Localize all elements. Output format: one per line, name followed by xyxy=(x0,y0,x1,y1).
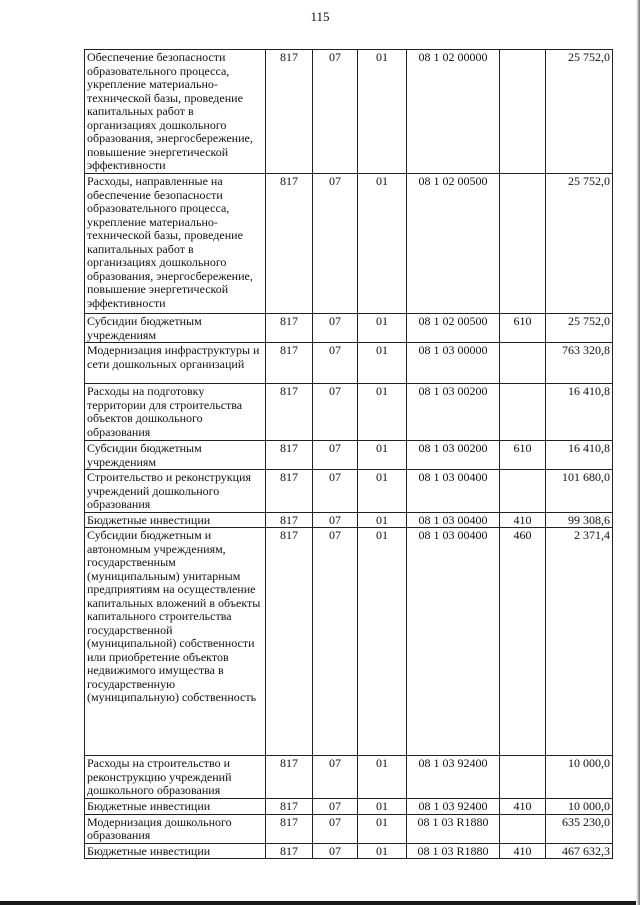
row-admin-code: 817 xyxy=(266,799,313,815)
table-row xyxy=(85,50,613,174)
row-amount: 16 410,8 xyxy=(546,384,613,441)
row-admin-code: 817 xyxy=(266,314,313,343)
row-target-article: 08 1 03 R1880 xyxy=(407,814,500,843)
row-admin-code: 817 xyxy=(266,756,313,799)
table-row xyxy=(85,470,613,513)
row-subsection: 01 xyxy=(358,756,407,799)
row-section: 07 xyxy=(313,343,358,384)
row-expense-type xyxy=(500,343,546,384)
row-amount: 10 000,0 xyxy=(546,799,613,815)
budget-table xyxy=(84,49,613,859)
table-row xyxy=(85,528,613,756)
scan-right-edge xyxy=(636,0,640,905)
row-target-article: 08 1 03 00200 xyxy=(407,441,500,470)
row-section: 07 xyxy=(313,799,358,815)
row-expense-type xyxy=(500,756,546,799)
row-admin-code: 817 xyxy=(266,174,313,314)
row-name: Обеспечение безопасности образовательного процесса, укрепление материально-технической базы, проведение капитальных работ в организациях дошкольного образования, энергосбережение, повышение энергетической эффективности xyxy=(85,50,266,174)
row-target-article: 08 1 02 00500 xyxy=(407,174,500,314)
row-name: Субсидии бюджетным и автономным учреждениям, государственным (муниципальным) унитарным предприятиям на осуществление капитальных вложений в объекты капитального строительства государственной (муниципальной) собственности или приобретение объектов недвижимого имущества в государственную (муниципальную) собственность xyxy=(85,528,266,756)
row-amount: 25 752,0 xyxy=(546,174,613,314)
row-subsection: 01 xyxy=(358,843,407,859)
row-section: 07 xyxy=(313,314,358,343)
row-expense-type: 610 xyxy=(500,441,546,470)
row-subsection: 01 xyxy=(358,174,407,314)
row-section: 07 xyxy=(313,528,358,756)
row-target-article: 08 1 03 00400 xyxy=(407,528,500,756)
row-section: 07 xyxy=(313,756,358,799)
table-row xyxy=(85,441,613,470)
page-number: 115 xyxy=(310,9,330,24)
row-expense-type xyxy=(500,470,546,513)
row-target-article: 08 1 02 00500 xyxy=(407,314,500,343)
row-target-article: 08 1 03 00400 xyxy=(407,512,500,528)
row-target-article: 08 1 03 92400 xyxy=(407,799,500,815)
row-name: Модернизация дошкольного образования xyxy=(85,814,266,843)
row-amount: 763 320,8 xyxy=(546,343,613,384)
row-target-article: 08 1 03 00200 xyxy=(407,384,500,441)
scan-bottom-edge xyxy=(0,901,640,905)
row-target-article: 08 1 02 00000 xyxy=(407,50,500,174)
row-admin-code: 817 xyxy=(266,50,313,174)
row-subsection: 01 xyxy=(358,314,407,343)
row-subsection: 01 xyxy=(358,343,407,384)
table-row xyxy=(85,814,613,843)
row-name: Субсидии бюджетным учреждениям xyxy=(85,314,266,343)
row-name: Бюджетные инвестиции xyxy=(85,799,266,815)
row-subsection: 01 xyxy=(358,799,407,815)
row-admin-code: 817 xyxy=(266,384,313,441)
row-amount: 25 752,0 xyxy=(546,314,613,343)
row-name: Субсидии бюджетным учреждениям xyxy=(85,441,266,470)
row-expense-type: 410 xyxy=(500,512,546,528)
row-target-article: 08 1 03 92400 xyxy=(407,756,500,799)
row-name: Бюджетные инвестиции xyxy=(85,843,266,859)
row-target-article: 08 1 03 00000 xyxy=(407,343,500,384)
table-row xyxy=(85,343,613,384)
row-expense-type: 410 xyxy=(500,799,546,815)
row-expense-type: 460 xyxy=(500,528,546,756)
table-row xyxy=(85,512,613,528)
row-expense-type xyxy=(500,814,546,843)
table-row xyxy=(85,756,613,799)
row-amount: 101 680,0 xyxy=(546,470,613,513)
row-admin-code: 817 xyxy=(266,441,313,470)
row-name: Строительство и реконструкция учреждений дошкольного образования xyxy=(85,470,266,513)
row-subsection: 01 xyxy=(358,384,407,441)
row-subsection: 01 xyxy=(358,441,407,470)
row-subsection: 01 xyxy=(358,512,407,528)
row-admin-code: 817 xyxy=(266,512,313,528)
row-amount: 25 752,0 xyxy=(546,50,613,174)
table-row xyxy=(85,174,613,314)
row-admin-code: 817 xyxy=(266,814,313,843)
row-section: 07 xyxy=(313,843,358,859)
table-row xyxy=(85,843,613,859)
row-section: 07 xyxy=(313,512,358,528)
row-section: 07 xyxy=(313,470,358,513)
row-expense-type xyxy=(500,174,546,314)
row-target-article: 08 1 03 00400 xyxy=(407,470,500,513)
row-expense-type: 610 xyxy=(500,314,546,343)
row-section: 07 xyxy=(313,441,358,470)
row-expense-type: 410 xyxy=(500,843,546,859)
row-amount: 635 230,0 xyxy=(546,814,613,843)
row-amount: 99 308,6 xyxy=(546,512,613,528)
row-expense-type xyxy=(500,50,546,174)
row-name: Расходы на строительство и реконструкцию учреждений дошкольного образования xyxy=(85,756,266,799)
row-name: Модернизация инфраструктуры и сети дошкольных организаций xyxy=(85,343,266,384)
table-body xyxy=(85,50,613,859)
row-subsection: 01 xyxy=(358,528,407,756)
row-subsection: 01 xyxy=(358,814,407,843)
row-section: 07 xyxy=(313,174,358,314)
row-admin-code: 817 xyxy=(266,470,313,513)
table-row xyxy=(85,384,613,441)
row-name: Бюджетные инвестиции xyxy=(85,512,266,528)
table-row xyxy=(85,314,613,343)
row-admin-code: 817 xyxy=(266,528,313,756)
row-subsection: 01 xyxy=(358,470,407,513)
row-section: 07 xyxy=(313,384,358,441)
row-name: Расходы на подготовку территории для строительства объектов дошкольного образования xyxy=(85,384,266,441)
row-name: Расходы, направленные на обеспечение безопасности образовательного процесса, укрепление материально-технической базы, проведение капитальных работ в организациях дошкольного образования, энергосбережение, повышение энергетической эффективности xyxy=(85,174,266,314)
table-row xyxy=(85,799,613,815)
row-subsection: 01 xyxy=(358,50,407,174)
row-section: 07 xyxy=(313,814,358,843)
row-expense-type xyxy=(500,384,546,441)
row-target-article: 08 1 03 R1880 xyxy=(407,843,500,859)
row-admin-code: 817 xyxy=(266,843,313,859)
row-amount: 10 000,0 xyxy=(546,756,613,799)
row-section: 07 xyxy=(313,50,358,174)
row-amount: 2 371,4 xyxy=(546,528,613,756)
row-amount: 467 632,3 xyxy=(546,843,613,859)
row-amount: 16 410,8 xyxy=(546,441,613,470)
row-admin-code: 817 xyxy=(266,343,313,384)
